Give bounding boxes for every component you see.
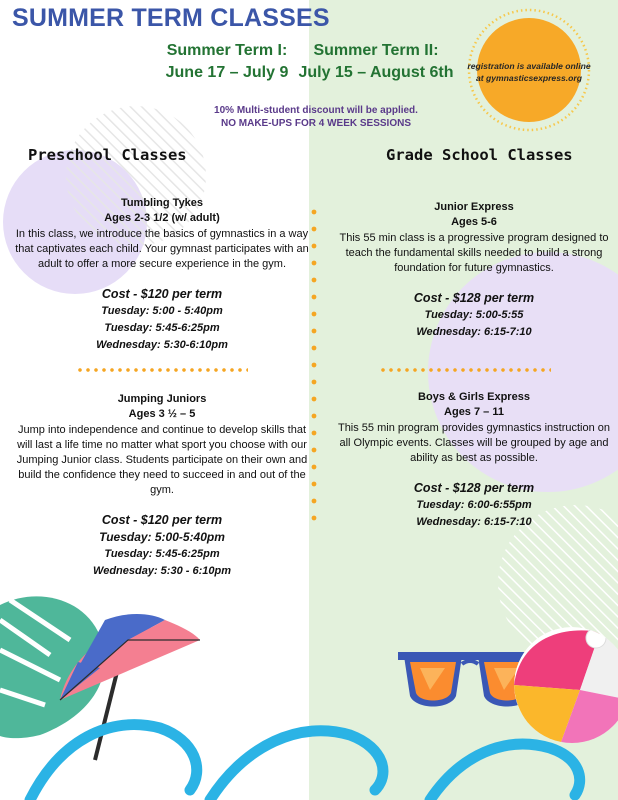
class-ages: Ages 7 – 11 bbox=[444, 406, 504, 418]
grade-school-heading: Grade School Classes bbox=[386, 146, 573, 164]
dotted-separator-left bbox=[76, 367, 248, 373]
class-name: Boys & Girls Express bbox=[418, 391, 530, 403]
class-time: Wednesday: 5:30-6:10pm bbox=[96, 339, 228, 351]
class-name: Jumping Juniors bbox=[117, 393, 207, 405]
page-title: SUMMER TERM CLASSES bbox=[12, 4, 330, 32]
summer-term-two bbox=[296, 40, 456, 84]
class-description: This 55 min program provides gymnastics instruction on all Olympic events. Classes will be grouped by age and ability as best as possible. bbox=[337, 422, 611, 464]
class-cost: Cost - $128 per term bbox=[413, 481, 535, 495]
class-time: Tuesday: 6:00-6:55pm bbox=[416, 499, 532, 511]
class-ages: Ages 3 ½ – 5 bbox=[128, 408, 196, 420]
class-description: This 55 min class is a progressive program designed to teach the fundamental skills needed to build a strong foundation for future gymnastics. bbox=[339, 232, 609, 274]
class-name: Junior Express bbox=[434, 201, 514, 213]
term-two-dates: July 15 – August 6th bbox=[298, 64, 454, 81]
class-time: Tuesday: 5:45-6:25pm bbox=[104, 548, 220, 560]
class-cost: Cost - $128 per term bbox=[413, 291, 535, 305]
class-description: Jump into independence and continue to develop skills that will last a life time no matter what sport you choose with our Jumping Junior class. Students participate on their own and build the confidence they need to succeed in and out of the gym. bbox=[16, 424, 308, 496]
class-name: Tumbling Tykes bbox=[120, 197, 204, 209]
class-cost: Cost - $120 per term bbox=[101, 513, 223, 527]
registration-badge-text: registration is available online at gymnasticsexpress.org bbox=[467, 61, 591, 83]
class-description: In this class, we introduce the basics of gymnastics in a way that captivates each child. Your gymnast participates with an adult to offer a more secure experience in the gym. bbox=[15, 228, 309, 270]
dotted-separator-right bbox=[379, 367, 551, 373]
class-ages: Ages 5-6 bbox=[451, 216, 497, 228]
registration-badge[interactable] bbox=[467, 20, 591, 124]
class-time: Tuesday: 5:00 - 5:40pm bbox=[101, 305, 223, 317]
class-boys-girls-express bbox=[334, 390, 614, 531]
vertical-dotted-divider bbox=[312, 210, 317, 521]
discount-note: 10% Multi-student discount will be applied. NO MAKE-UPS FOR 4 WEEK SESSIONS bbox=[214, 105, 418, 129]
term-one-name: Summer Term I: bbox=[166, 42, 288, 59]
class-time: Wednesday: 6:15-7:10 bbox=[416, 516, 532, 528]
class-time: Wednesday: 6:15-7:10 bbox=[416, 326, 532, 338]
class-time: Wednesday: 5:30 - 6:10pm bbox=[93, 565, 231, 577]
class-time: Tuesday: 5:45-6:25pm bbox=[104, 322, 220, 334]
class-time: Tuesday: 5:00-5:40pm bbox=[99, 530, 225, 544]
preschool-heading: Preschool Classes bbox=[28, 146, 187, 164]
class-jumping-juniors bbox=[14, 392, 310, 580]
class-time: Tuesday: 5:00-5:55 bbox=[424, 309, 524, 321]
class-tumbling-tykes bbox=[14, 196, 310, 354]
waves-decoration bbox=[30, 725, 580, 800]
term-one-dates: June 17 – July 9 bbox=[165, 64, 289, 81]
class-cost: Cost - $120 per term bbox=[101, 287, 223, 301]
term-two-name: Summer Term II: bbox=[313, 42, 439, 59]
class-ages: Ages 2-3 1/2 (w/ adult) bbox=[104, 212, 220, 224]
class-junior-express bbox=[334, 200, 614, 341]
summer-term-one bbox=[162, 40, 292, 84]
